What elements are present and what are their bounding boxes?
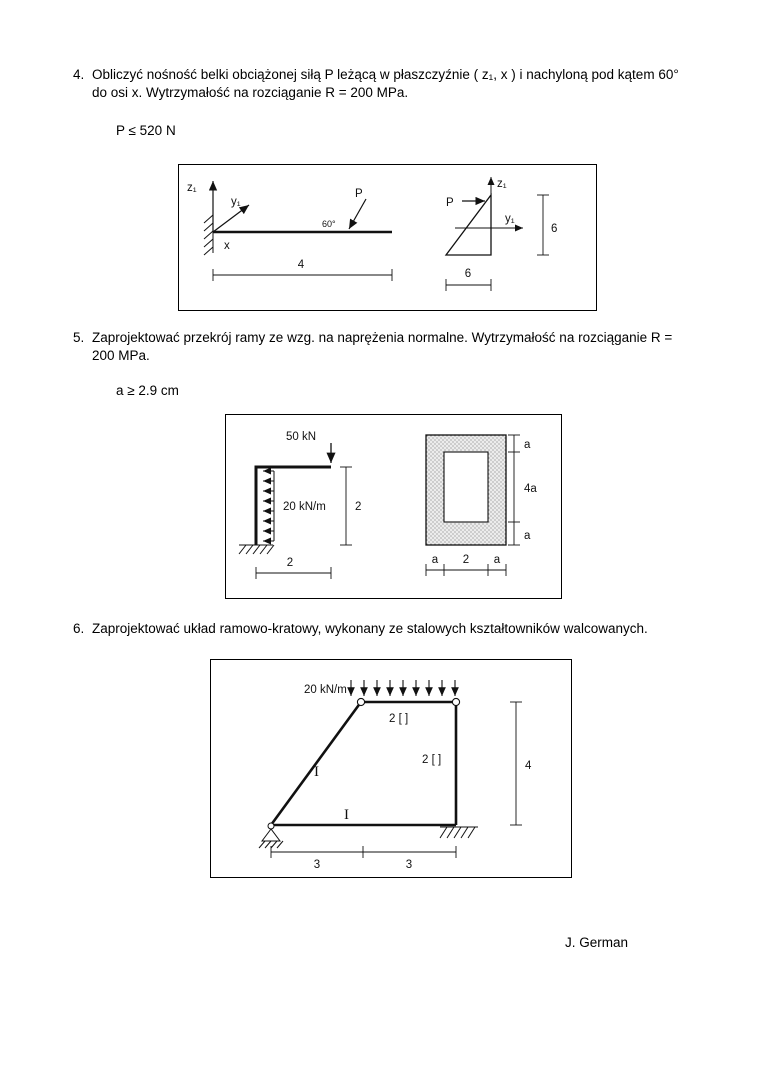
section-dim-right-label: a — [493, 554, 501, 566]
distributed-load-label: 20 kN/m — [283, 501, 326, 513]
problem-4-figure — [178, 164, 597, 311]
truss-diagram-svg — [211, 660, 571, 877]
height-dimension-label: 4 — [525, 760, 532, 772]
problem-4-number: 4. — [73, 67, 85, 82]
wall-support-hatch — [204, 213, 213, 255]
distributed-load-label: 20 kN/m — [304, 684, 347, 696]
pin-joint-left — [357, 698, 364, 705]
height-dimension — [510, 702, 522, 825]
bottom-dim-right-label: 3 — [405, 859, 413, 871]
distributed-load-arrows — [351, 680, 455, 696]
angle-label: 60° — [322, 219, 336, 229]
right-member-label: 2 [ ] — [422, 754, 442, 766]
diagonal-member-label: I — [314, 764, 319, 780]
force-p-arrow — [349, 199, 366, 229]
fixed-support-hatch — [440, 827, 478, 838]
y1-axis-label: y₁ — [231, 196, 241, 208]
problem-6-figure — [210, 659, 572, 878]
frame-diagram-svg — [226, 415, 561, 598]
ground-hatch — [239, 545, 274, 554]
section-y1-axis-label: y₁ — [505, 213, 515, 225]
problem-5-number: 5. — [73, 330, 85, 345]
distributed-load-arrows — [263, 471, 274, 541]
problem-6-text: Zaprojektować układ ramowo-kratowy, wykonany ze stalowych kształtowników walcowanych. — [92, 621, 648, 636]
section-right-dimension — [508, 435, 520, 545]
top-member-label: 2 [ ] — [389, 713, 409, 725]
force-p-label: P — [355, 188, 363, 200]
section-height-label: 6 — [551, 223, 558, 235]
problem-5-answer: a ≥ 2.9 cm — [116, 383, 179, 398]
section-dim-top-label: a — [524, 439, 531, 451]
height-dimension — [340, 467, 352, 545]
section-dim-left-label: a — [431, 554, 439, 566]
problem-4 — [73, 66, 693, 102]
width-dimension-label: 2 — [286, 557, 294, 569]
section-dim-mid-label: 4a — [524, 483, 537, 495]
z1-axis-label: z₁ — [187, 182, 197, 194]
height-dimension-label: 2 — [355, 501, 362, 513]
x-axis-label: x — [224, 240, 230, 252]
problem-4-text: Obliczyć nośność belki obciążonej siłą P leżącą w płaszczyźnie ( z₁, x ) i nachyloną pod kątem 60° do osi x. Wytrzymałość na rozciąganie R = 200 MPa. — [92, 67, 679, 100]
section-dim-bottom-label: a — [524, 530, 531, 542]
span-dimension-label: 4 — [297, 259, 305, 271]
pin-joint-right — [452, 698, 459, 705]
problem-6-number: 6. — [73, 621, 85, 636]
beam-diagram-svg — [179, 165, 596, 310]
section-inner-hole — [444, 452, 488, 522]
problem-5-text: Zaprojektować przekrój ramy ze wzg. na naprężenia normalne. Wytrzymałość na rozciąganie R = 200 MPa. — [92, 330, 673, 363]
width-dimension — [256, 567, 331, 579]
section-width-label: 6 — [464, 268, 472, 280]
section-force-p-label: P — [446, 197, 454, 209]
problem-5 — [73, 329, 693, 365]
problem-5-figure — [225, 414, 562, 599]
pin-support — [259, 823, 283, 848]
point-load-label: 50 kN — [286, 431, 317, 443]
problem-4-answer: P ≤ 520 N — [116, 123, 176, 138]
section-width-dimension — [446, 279, 491, 291]
y1-axis-arrow — [213, 205, 249, 232]
author-signature: J. German — [565, 935, 629, 950]
bottom-dimension — [271, 846, 456, 858]
section-dim-center-label: 2 — [462, 554, 470, 566]
problem-6 — [73, 620, 693, 638]
section-z1-axis-label: z₁ — [497, 178, 507, 190]
bottom-dim-left-label: 3 — [313, 859, 321, 871]
bottom-member-label: I — [344, 807, 349, 823]
section-height-dimension — [537, 195, 549, 255]
